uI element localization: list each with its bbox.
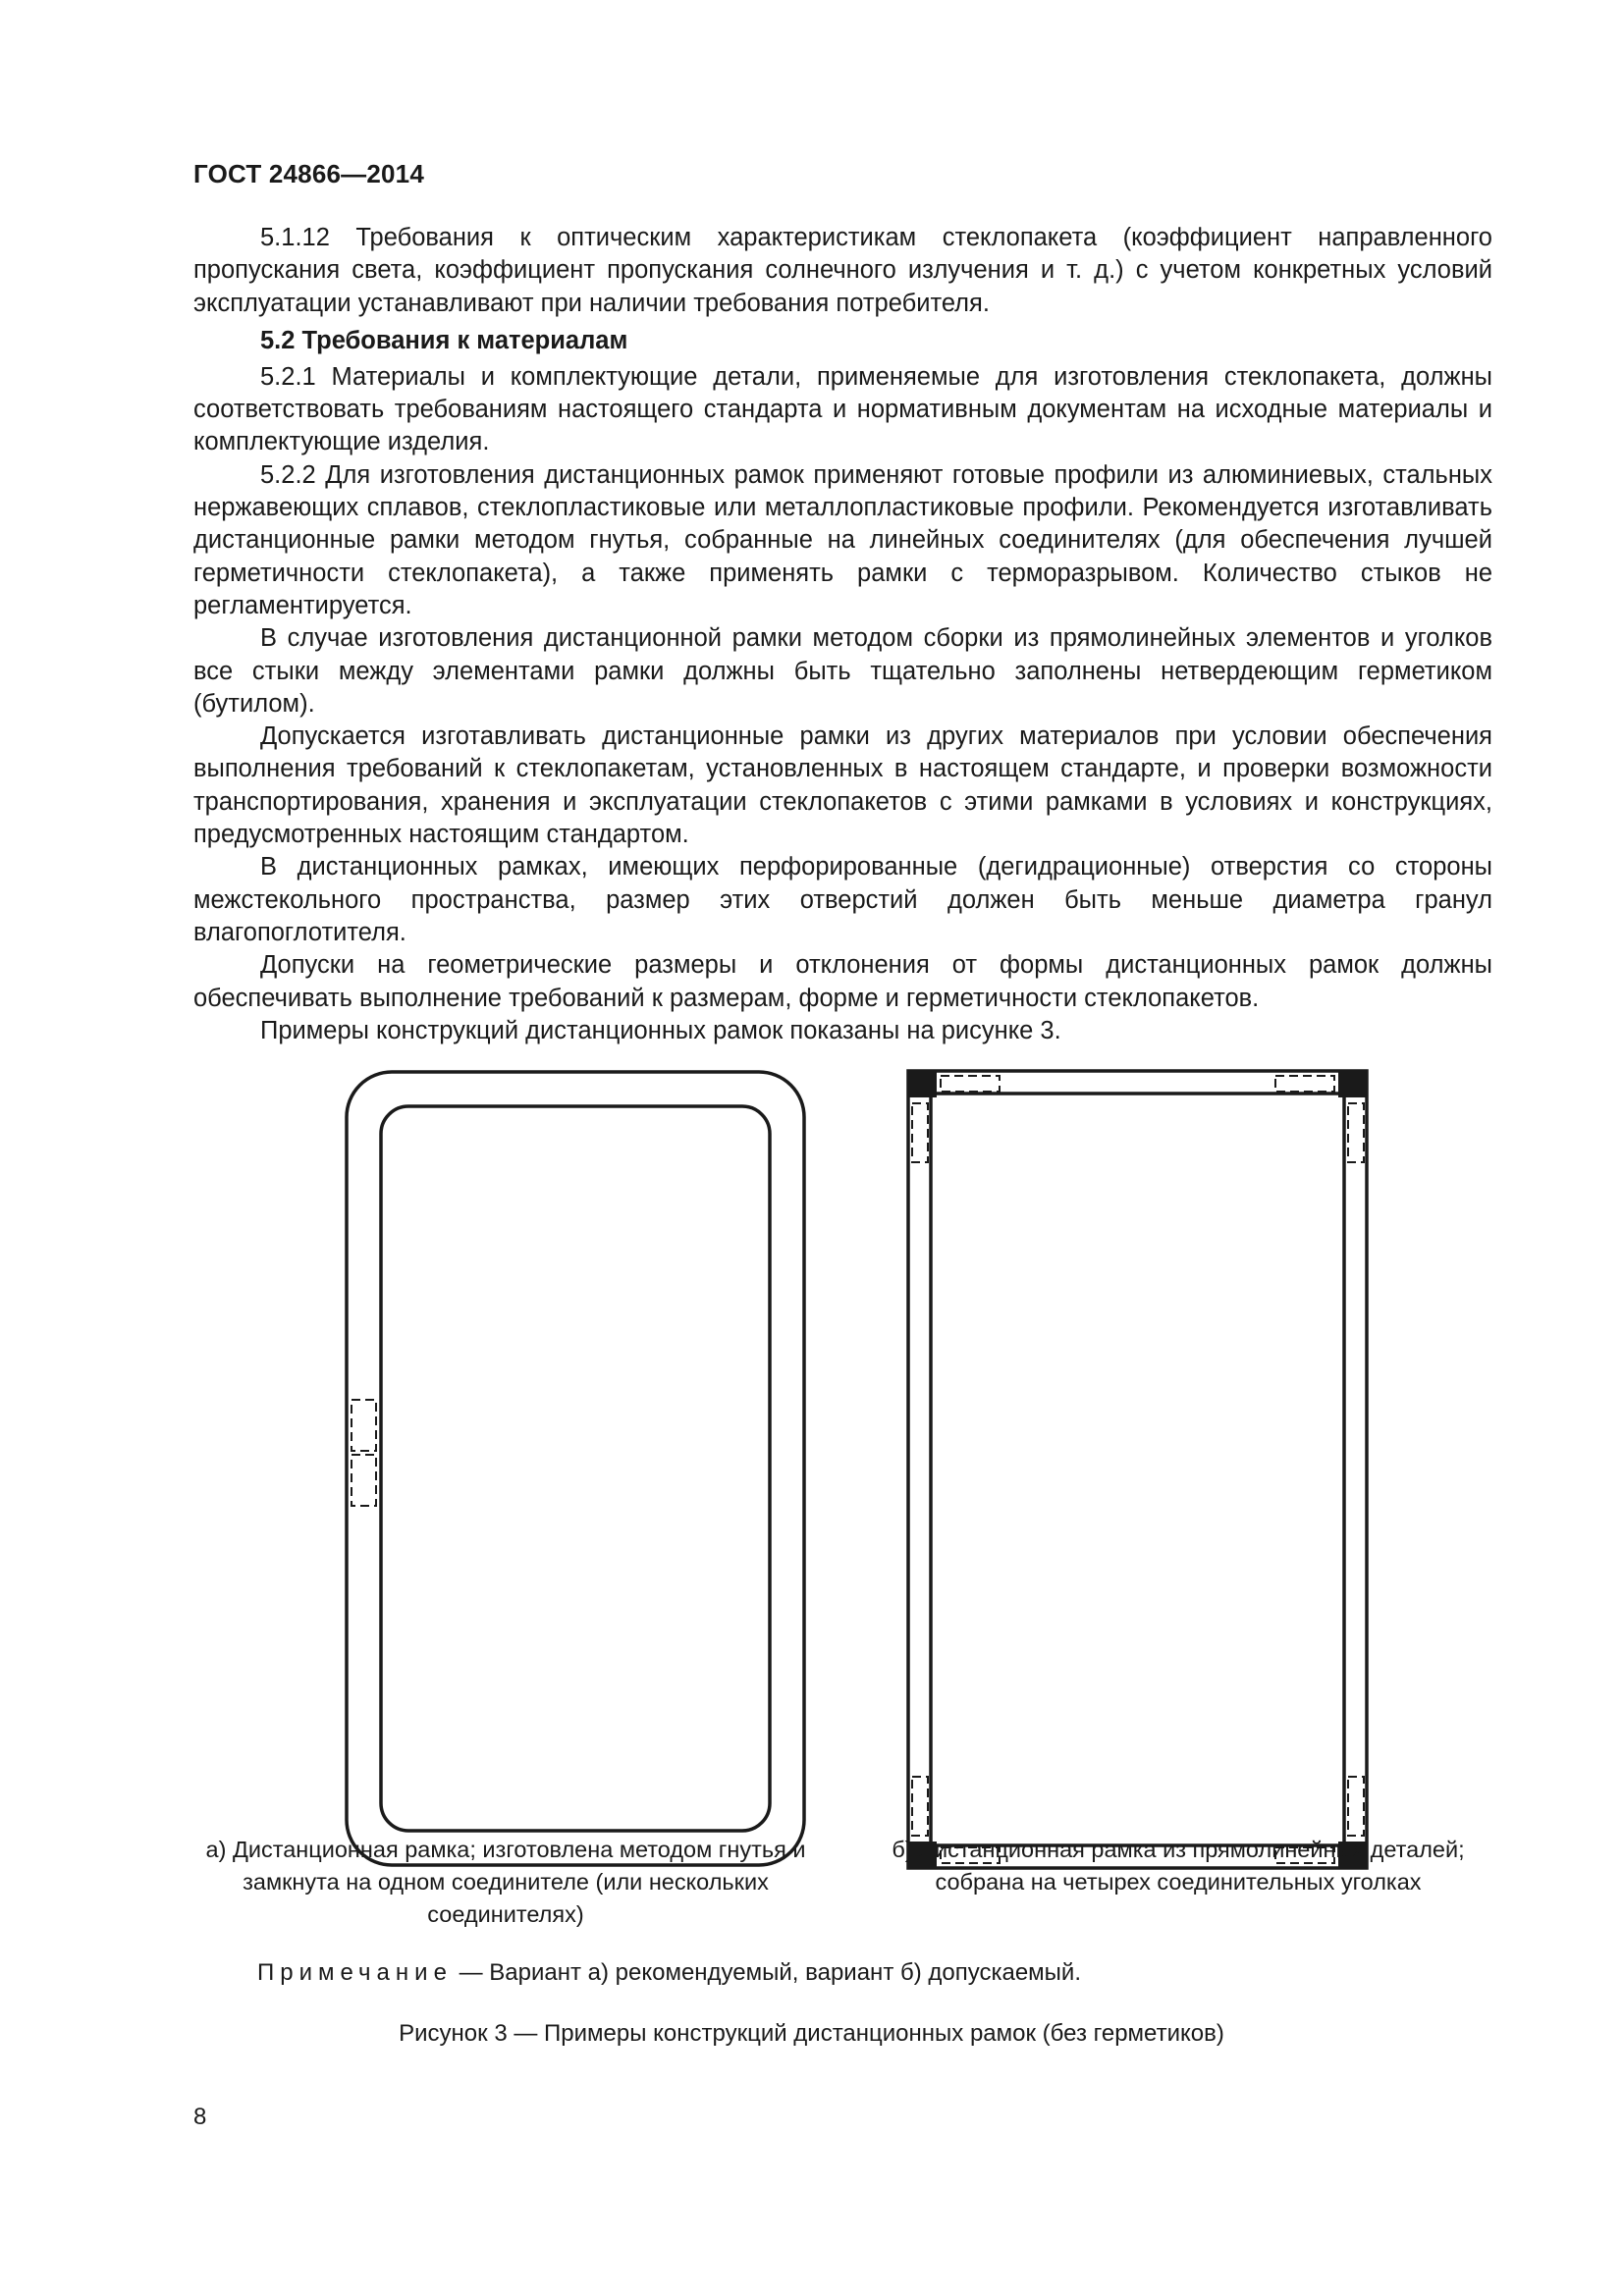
frame-a-inner (381, 1106, 770, 1831)
paragraph-5-1-12: 5.1.12 Требования к оптическим характеристикам стеклопакета (коэффициент направленного пропускания света, коэффициент пропускания солнечного излучения и т. д.) с учетом конкретных условий эксплуатации устанавливают при наличии требования потребителя. (193, 224, 1492, 317)
frame-b-assembled (908, 1071, 1367, 1868)
paragraph-examples: Примеры конструкций дистанционных рамок показаны на рисунке 3. (260, 1016, 1061, 1044)
figure-caption-b: б) Дистанционная рамка из прямолинейных деталей; собрана на четырех соединительных уголках (892, 1837, 1465, 1895)
page-number: 8 (193, 2104, 207, 2130)
note-text: — Вариант а) рекомендуемый, вариант б) допускаемый. (459, 1959, 1082, 1986)
section-heading-5-2: 5.2 Требования к материалам (260, 326, 628, 354)
frame-a-bent (347, 1072, 804, 1865)
paragraph-assembly: В случае изготовления дистанционной рамки методом сборки из прямолинейных элементов и уголков все стыки между элементами рамки должны быть тщательно заполнены нетвердеющим герметиком (бутилом). (193, 624, 1492, 718)
figure-3 (0, 1050, 1623, 1875)
frame-a-connector (352, 1400, 376, 1506)
paragraph-5-2-2: 5.2.2 Для изготовления дистанционных рамок применяют готовые профили из алюминиевых, стальных нержавеющих сплавов, стеклопластиковые или металлопластиковые профили. Рекомендуется изготавливать дистанционные рамки методом гнутья, собранные на линейных соединителях (для обеспечения лучшей герметичности стеклопакета), а также применять рамки с терморазрывом. Количество стыков не регламентируется. (193, 460, 1492, 619)
paragraph-perforated: В дистанционных рамках, имеющих перфорированные (дегидрационные) отверстия со стороны межстекольного пространства, размер этих отверстий должен быть меньше диаметра гранул влагопоглотителя. (193, 853, 1492, 946)
paragraph-tolerances: Допуски на геометрические размеры и отклонения от формы дистанционных рамок должны обеспечивать выполнение требований к размерам, форме и герметичности стеклопакетов. (193, 951, 1492, 1012)
note-label: Примечание (257, 1959, 453, 1986)
frame-b-inner (931, 1094, 1344, 1845)
paragraph-other-materials: Допускается изготавливать дистанционные рамки из других материалов при условии обеспечения выполнения требований к стеклопакетам, установленных в настоящем стандарте, и проверки возможности транспортирования, хранения и эксплуатации стеклопакетов с этими рамками в условиях и конструкциях, предусмотренных настоящим стандартом. (193, 722, 1492, 849)
frame-b-outer (908, 1071, 1367, 1868)
body-text (193, 222, 1492, 1047)
figure-note (257, 1959, 1081, 1987)
figure-title: Рисунок 3 — Примеры конструкций дистанционных рамок (без герметиков) (399, 2020, 1224, 2047)
paragraph-5-2-1: 5.2.1 Материалы и комплектующие детали, применяемые для изготовления стеклопакета, должны соответствовать требованиям настоящего стандарта и нормативным документам на исходные материалы и комплектующие изделия. (193, 362, 1492, 456)
frame-b-corner-connectors (912, 1076, 1364, 1863)
frame-b-corner-joints (908, 1071, 1367, 1868)
frame-a-outer (347, 1072, 804, 1865)
document-code-header: ГОСТ 24866—2014 (193, 159, 424, 188)
figure-3-drawing (0, 1050, 1623, 1875)
figure-caption-a: а) Дистанционная рамка; изготовлена методом гнутья и замкнута на одном соединителе (или нескольких соединителях) (205, 1837, 806, 1927)
